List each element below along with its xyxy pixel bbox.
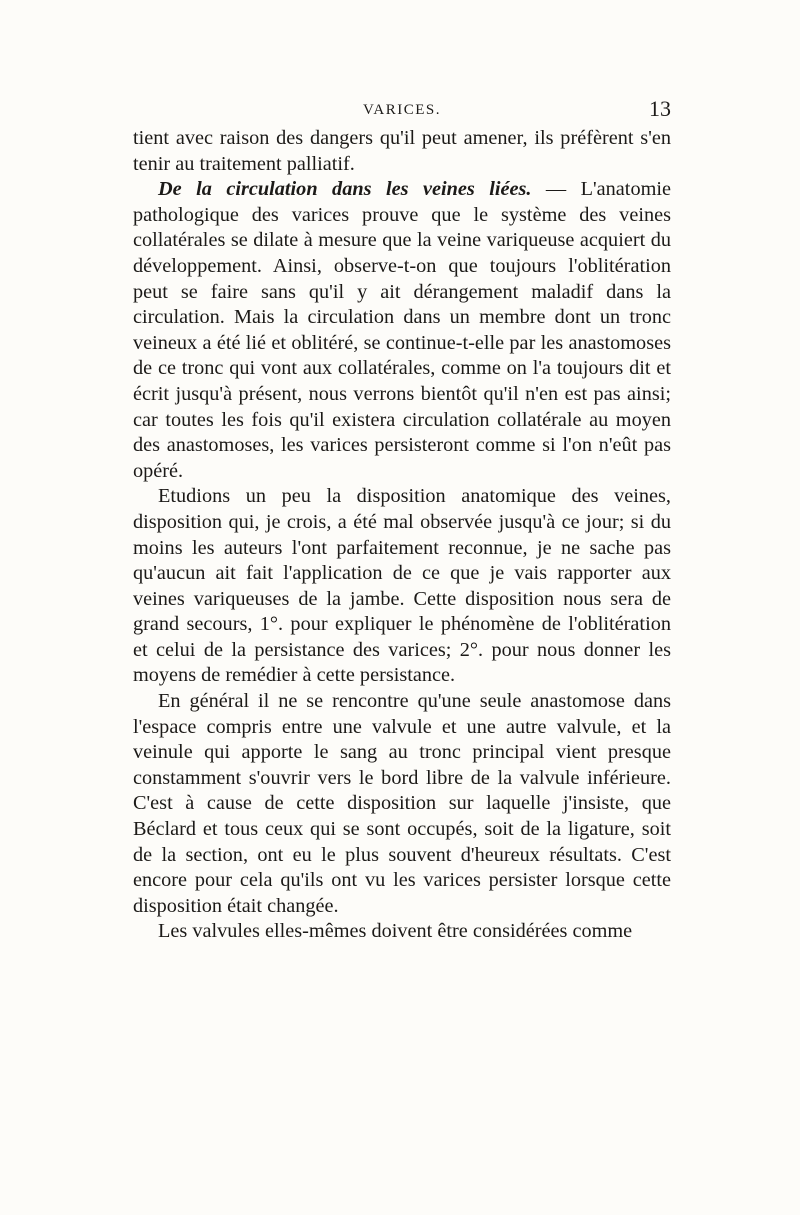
body-text bbox=[133, 126, 671, 945]
running-head bbox=[133, 96, 671, 126]
paragraph-text: Les valvules elles-mêmes doivent être considérées comme bbox=[158, 920, 633, 943]
paragraph-anastomose bbox=[133, 689, 671, 919]
paragraph-valvules bbox=[133, 919, 671, 945]
paragraph-circulation bbox=[133, 177, 671, 484]
section-heading: De la circulation dans les veines liées. bbox=[158, 178, 532, 201]
paragraph-text: — L'anatomie pathologique des varices prouve que le système des veines collatérales se dilate à mesure que la veine variqueuse acquiert du développement. Ainsi, observe-t-on que toujours l'oblitération peut se faire sans qu'il y ait dérangement maladif dans la circulation. Mais la circulation dans un membre dont un tronc veineux a été lié et oblitéré, se continue-t-elle par les anastomoses de ce tronc qui vont aux collatérales, comme on l'a toujours dit et écrit jusqu'à présent, nous verrons bientôt qu'il n'en est pas ainsi; car toutes les fois qu'il existera circulation collatérale au moyen des anastomoses, les varices persisteront comme si l'on n'eût pas opéré. bbox=[133, 178, 671, 482]
paragraph-text: Etudions un peu la disposition anatomique des veines, disposition qui, je crois, a été mal observée jusqu'à ce jour; si du moins les auteurs l'ont parfaitement reconnue, je ne sache pas qu'aucun ait fait l'application de ce que je vais rapporter aux veines variqueuses de la jambe. Cette disposition nous sera de grand secours, 1°. pour expliquer le phénomène de l'oblitération et celui de la persistance des varices; 2°. pour nous donner les moyens de remédier à cette persistance. bbox=[133, 485, 671, 687]
paragraph-text: En général il ne se rencontre qu'une seule anastomose dans l'espace compris entre une valvule et une autre valvule, et la veinule qui apporte le sang au tronc principal vient presque constamment s'ouvrir vers le bord libre de la valvule inférieure. C'est à cause de cette disposition sur laquelle j'insiste, que Béclard et tous ceux qui se sont occupés, soit de la ligature, soit de la section, ont eu le plus souvent d'heureux résultats. C'est encore pour cela qu'ils ont vu les varices persister lorsque cette disposition était changée. bbox=[133, 690, 671, 917]
page-number: 13 bbox=[649, 96, 671, 121]
paragraph-continuation bbox=[133, 126, 671, 177]
paragraph-text: tient avec raison des dangers qu'il peut amener, ils préfèrent s'en tenir au traitement palliatif. bbox=[133, 127, 671, 175]
paragraph-anatomy bbox=[133, 484, 671, 689]
book-page bbox=[133, 0, 671, 945]
running-title: VARICES. bbox=[363, 102, 441, 118]
